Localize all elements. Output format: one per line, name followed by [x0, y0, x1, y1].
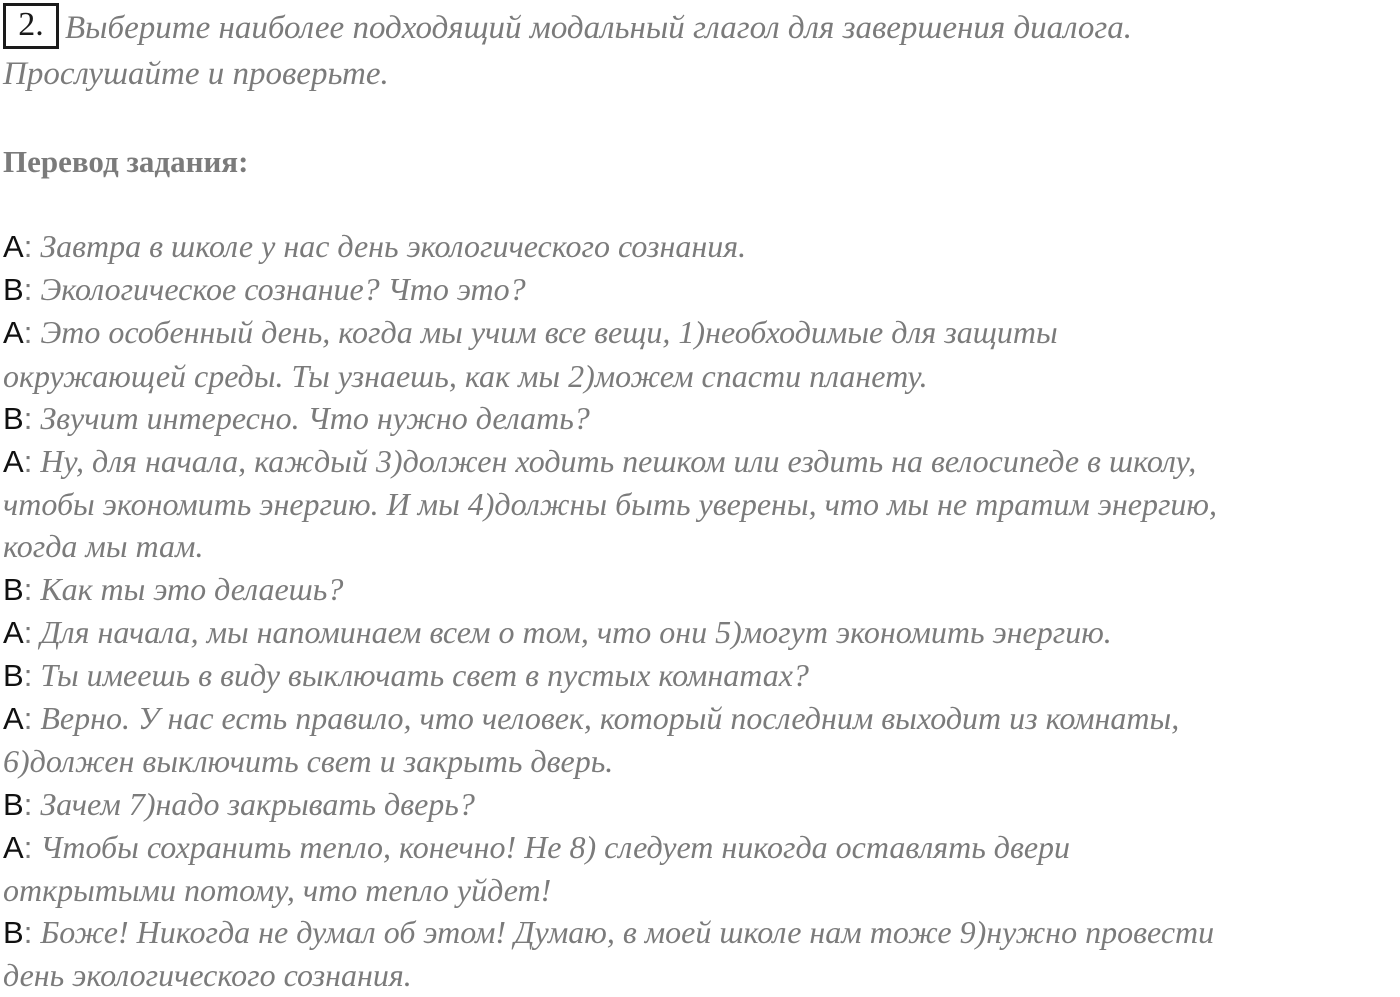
task-instruction	[3, 7, 1132, 96]
speaker-colon: :	[23, 915, 33, 951]
dialogue-line	[3, 740, 1397, 782]
dialogue	[3, 225, 1397, 997]
dialogue-line	[3, 440, 1397, 483]
dialogue-line	[3, 826, 1397, 869]
dialogue-text: Ты имеешь в виду выключать свет в пустых комнатах?	[40, 657, 809, 694]
dialogue-text: Для начала, мы напоминаем всем о том, что они 5)могут экономить энергию.	[40, 613, 1112, 650]
dialogue-line	[3, 355, 1397, 397]
speaker-label: B	[3, 786, 24, 822]
dialogue-text: когда мы там.	[3, 528, 204, 565]
dialogue-text: Чтобы сохранить тепло, конечно! Не 8) следует никогда оставлять двери	[40, 828, 1071, 865]
dialogue-text: Экологическое сознание? Что это?	[40, 271, 526, 308]
speaker-label: B	[3, 915, 24, 951]
dialogue-text: Ну, для начала, каждый 3)должен ходить пешком или ездить на велосипеде в школу,	[40, 443, 1197, 480]
dialogue-text: Боже! Никогда не думал об этом! Думаю, в моей школе нам тоже 9)нужно провести	[40, 914, 1215, 951]
dialogue-line	[3, 311, 1397, 354]
speaker-colon: :	[23, 614, 33, 650]
dialogue-line	[3, 268, 1397, 311]
speaker-label: B	[3, 400, 24, 436]
dialogue-text: Зачем 7)надо закрывать дверь?	[40, 785, 475, 822]
dialogue-line	[3, 483, 1397, 525]
dialogue-line	[3, 611, 1397, 654]
dialogue-line	[3, 568, 1397, 611]
speaker-label: A	[3, 829, 24, 865]
speaker-colon: :	[23, 315, 33, 351]
task-number: 2.	[3, 3, 59, 49]
speaker-label: B	[3, 272, 24, 308]
speaker-label: B	[3, 658, 24, 694]
speaker-colon: :	[23, 829, 33, 865]
speaker-colon: :	[23, 400, 33, 436]
speaker-colon: :	[23, 571, 33, 607]
section-title: Перевод задания:	[3, 144, 249, 179]
dialogue-text: Как ты это делаешь?	[40, 570, 344, 607]
speaker-colon: :	[23, 229, 33, 264]
dialogue-line	[3, 869, 1397, 911]
speaker-label: A	[3, 614, 24, 650]
dialogue-line	[3, 525, 1397, 567]
speaker-label: B	[3, 571, 24, 607]
dialogue-line	[3, 954, 1397, 996]
dialogue-text: Завтра в школе у нас день экологического сознания.	[40, 228, 747, 264]
speaker-label: A	[3, 444, 24, 480]
speaker-colon: :	[23, 658, 33, 694]
dialogue-line	[3, 654, 1397, 697]
speaker-colon: :	[23, 786, 33, 822]
dialogue-text: Это особенный день, когда мы учим все вещи, 1)необходимые для защиты	[40, 314, 1058, 351]
dialogue-text: чтобы экономить энергию. И мы 4)должны быть уверены, что мы не тратим энергию,	[3, 486, 1217, 523]
dialogue-text: Верно. У нас есть правило, что человек, который последним выходит из комнаты,	[40, 700, 1180, 737]
task-instruction-line1: Выберите наиболее подходящий модальный глагол для завершения диалога.	[65, 10, 1133, 46]
task-instruction-line2: Прослушайте и проверьте.	[3, 56, 389, 92]
speaker-colon: :	[23, 444, 33, 480]
dialogue-line	[3, 397, 1397, 440]
speaker-label: A	[3, 315, 24, 351]
dialogue-line	[3, 911, 1397, 954]
dialogue-text: окружающей среды. Ты узнаешь, как мы 2)можем спасти планету.	[3, 357, 928, 394]
dialogue-line	[3, 783, 1397, 826]
dialogue-line	[3, 697, 1397, 740]
dialogue-line	[3, 225, 1397, 268]
dialogue-text: открытыми потому, что тепло уйдет!	[3, 872, 552, 909]
dialogue-text: день экологического сознания.	[3, 957, 412, 994]
dialogue-text: Звучит интересно. Что нужно делать?	[40, 399, 590, 436]
dialogue-text: 6)должен выключить свет и закрыть дверь.	[3, 743, 614, 780]
speaker-label: A	[3, 701, 24, 737]
speaker-colon: :	[23, 701, 33, 737]
speaker-label: A	[3, 229, 24, 264]
speaker-colon: :	[23, 272, 33, 308]
